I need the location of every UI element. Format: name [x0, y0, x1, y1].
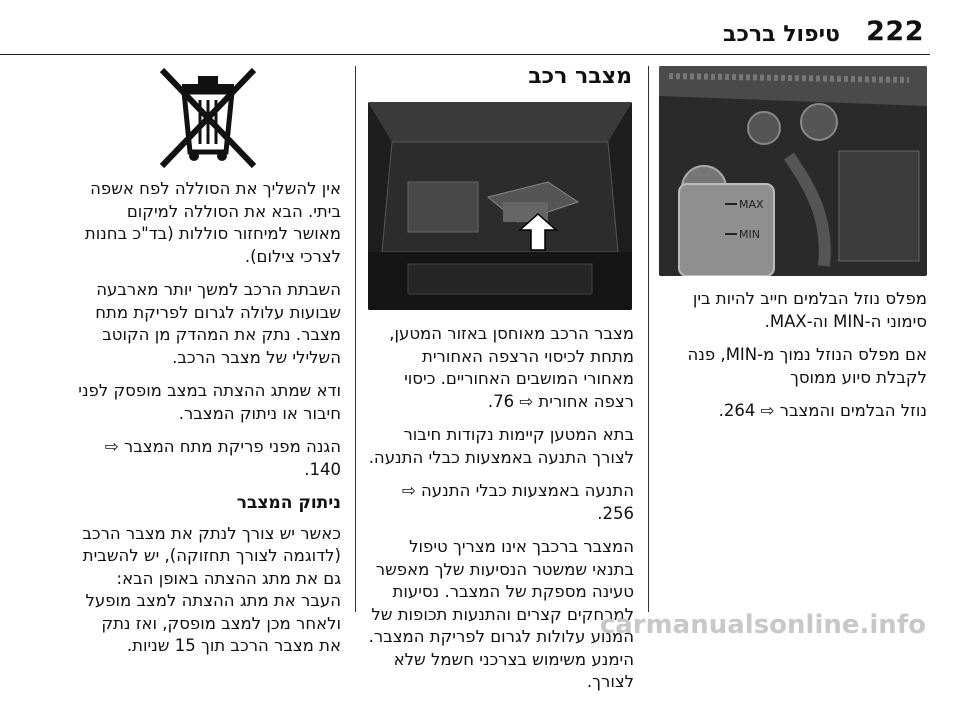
paragraph: כאשר יש צורך לנתק את מצבר הרכב (לדוגמה לצורך תחזוקה), יש להשבית גם את מתג ההצתה באופן הבא: העבר את מתג ההצתה למצב מופעל ולאחר מכן למצב מופסק, ואז נתק את מצבר הרכב תוך 15 שניות. [82, 523, 341, 655]
right-column-text [659, 288, 927, 434]
page-header [0, 0, 960, 52]
paragraph: התנעה באמצעות כבלי התנעה ⇨ 256. [401, 481, 634, 523]
column-divider [355, 66, 356, 612]
trunk-illustration [368, 102, 632, 310]
paragraph: הגנה מפני פריקת מתח המצבר ⇨ 140. [104, 437, 341, 479]
trunk-battery-photo [368, 102, 632, 310]
page-number: 222 [866, 16, 924, 47]
paragraph: מצבר הרכב מאוחסן באזור המטען, מתחת לכיסוי הרצפה האחורית מאחורי המושבים האחוריים. כיסוי רצפה אחורית ⇨ 76. [389, 324, 634, 411]
paragraph: המצבר ברכבך אינו מצריך טיפול בתנאי שמשטר הנסיעות שלך מאפשר טעינה מספקת של המצבר. נסיעות למרחקים קצרים והתנעות תכופות של המנוע עלולות לגרום לפריקת המצבר. הימנע משימוש בצרכני חשמל שלא לצורך. [368, 537, 634, 691]
paragraph: מפלס נוזל הבלמים חייב להיות בין סימוני ה-MIN וה-MAX. [692, 289, 927, 331]
header-divider [0, 54, 930, 55]
paragraph: ודא שמתג ההצתה במצב מופסק לפני חיבור או ניתוק המצבר. [78, 381, 341, 423]
paragraph: נוזל הבלמים והמצבר ⇨ 264. [718, 401, 927, 420]
paragraph: השבתת הרכב למשך יותר מארבעה שבועות עלולה לגרום לפריקת מתח מצבר. נתק את המהדק מן הקוטב השלילי של מצבר הרכב. [95, 280, 341, 367]
column-divider [648, 66, 649, 612]
paragraph: אין להשליך את הסוללה לפח אשפה ביתי. הבא את הסוללה למיקום מאושר למיחזור סוללות (בד"כ בחנות לצרכי צילום). [84, 179, 341, 266]
brake-fluid-reservoir-photo [659, 66, 927, 276]
column-title: מצבר רכב [528, 64, 632, 89]
paragraph: אם מפלס הנוזל נמוך מ-MIN, פנה לקבלת סיוע ממוסך [687, 345, 927, 387]
min-label: MIN [739, 228, 760, 241]
crossed-out-bin-icon [152, 66, 264, 170]
sub-heading: ניתוק המצבר [236, 493, 341, 513]
paragraph: בתא המטען קיימות נקודות חיבור לצורך התנעה באמצעות כבלי התנעה. [368, 425, 634, 467]
middle-column-text [368, 323, 634, 705]
engine-bay-illustration [659, 66, 927, 276]
left-column-text [76, 178, 341, 669]
max-label: MAX [739, 198, 764, 211]
watermark: carmanualsonline.info [599, 610, 926, 640]
section-title: טיפול ברכב [723, 22, 840, 47]
